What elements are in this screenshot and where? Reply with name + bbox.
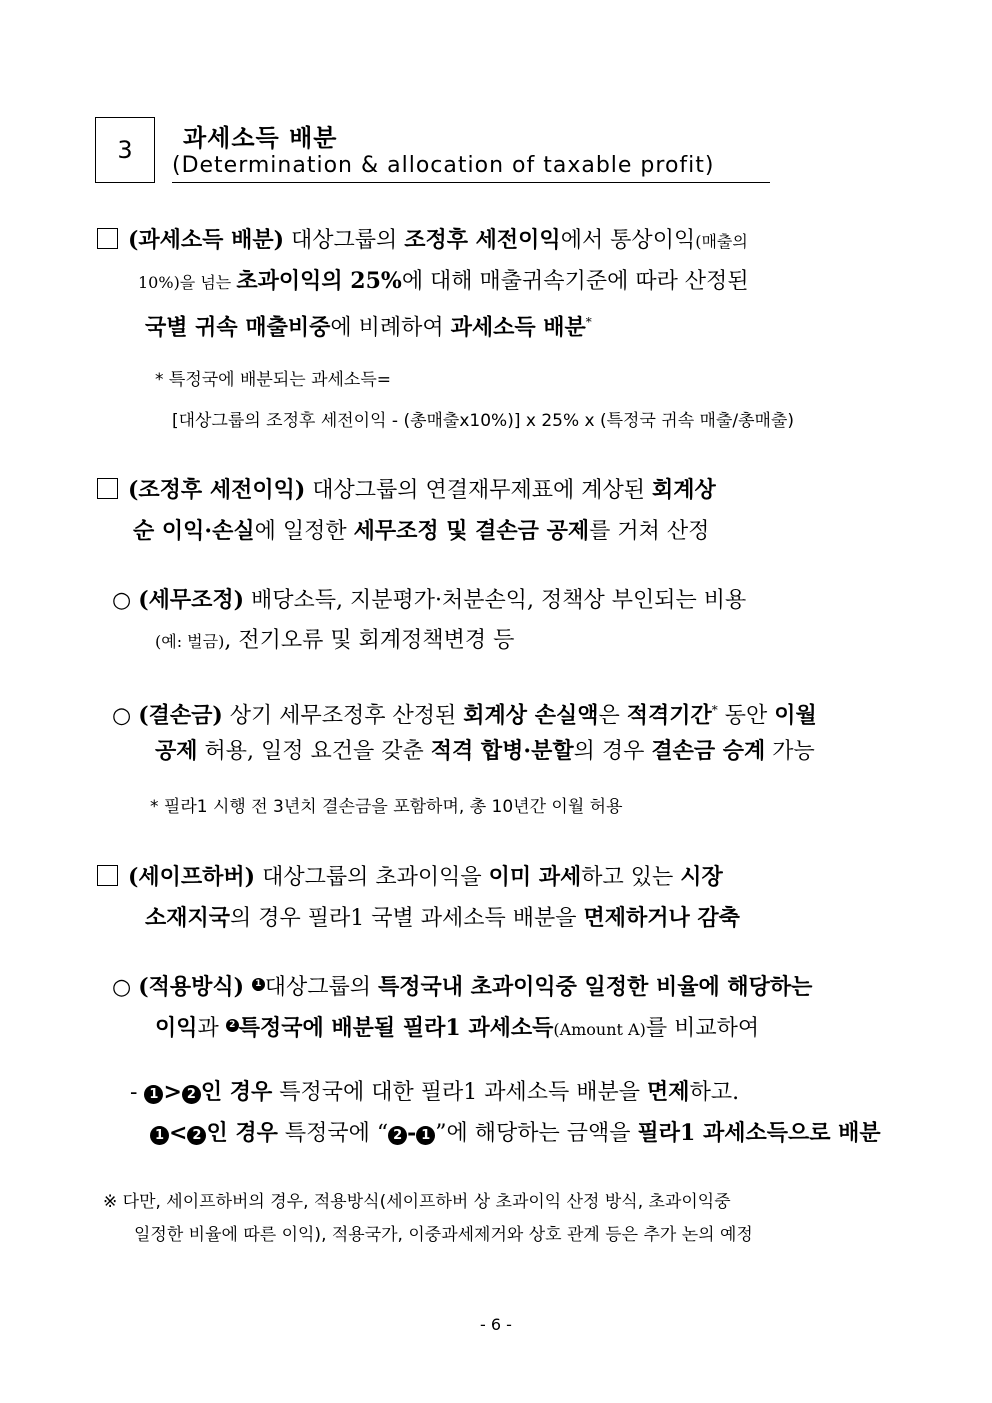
checkbox-square-icon <box>97 865 118 886</box>
p7-line2: 1 < 2 인 경우 특정국에 “ 2 - 1 ”에 해당하는 금액을 필라1 과세소득으로 배분 <box>150 1118 881 1149</box>
circled-number-2-icon: 2 <box>182 1085 201 1104</box>
p7-line1: - 1 > 2 인 경우 특정국에 대한 필라1 과세소득 배분을 면제하고. <box>130 1079 740 1105</box>
p4-line2: 공제 허용, 일정 요건을 갖춘 적격 합병·분할의 경우 결손금 승계 가능 <box>155 738 815 764</box>
circled-number-1-icon: 1 <box>144 1085 163 1104</box>
circled-number-1-icon: 1 <box>416 1126 435 1145</box>
circled-number-2-icon: 2 <box>226 1019 239 1032</box>
section-title: 과세소득 배분 <box>183 124 338 152</box>
section-number: 3 <box>117 136 133 164</box>
p1-line1: (과세소득 배분) 대상그룹의 조정후 세전이익에서 통상이익(매출의 <box>97 225 748 257</box>
p4-line1: ○ (결손금) 상기 세무조정후 산정된 회계상 손실액은 적격기간* 동안 이월 <box>112 702 817 729</box>
p3-line2: (예: 벌금), 전기오류 및 회계정책변경 등 <box>155 628 515 653</box>
checkbox-square-icon <box>97 228 118 249</box>
p5-line2: 소재지국의 경우 필라1 국별 과세소득 배분을 면제하거나 감축 <box>145 905 740 931</box>
circled-number-1-icon: 1 <box>252 978 265 991</box>
circled-number-2-icon: 2 <box>187 1126 206 1145</box>
p4-note1: * 필라1 시행 전 3년치 결손금을 포함하며, 총 10년간 이월 허용 <box>150 797 623 817</box>
p1-note2: [대상그룹의 조정후 세전이익 - (총매출x10%)] x 25% x (특정국 귀속 매출/총매출) <box>172 411 794 431</box>
p2-line1: (조정후 세전이익) 대상그룹의 연결재무제표에 계상된 회계상 <box>97 475 716 506</box>
p6-line1: ○ (적용방식) 1 대상그룹의 특정국내 초과이익중 일정한 비율에 해당하는 <box>112 974 813 1000</box>
p1-line3: 국별 귀속 매출비중에 비례하여 과세소득 배분* <box>145 314 592 341</box>
p6-line2: 이익과 2 특정국에 배분될 필라1 과세소득(Amount A)를 비교하여 <box>155 1015 760 1041</box>
p1-note1: * 특정국에 배분되는 과세소득= <box>155 370 392 390</box>
p2-line2: 순 이익·손실에 일정한 세무조정 및 결손금 공제를 거쳐 산정 <box>133 518 710 544</box>
section-number-box <box>95 117 155 183</box>
section-underline <box>172 182 770 183</box>
circled-number-1-icon: 1 <box>150 1126 169 1145</box>
remark-line1: ※ 다만, 세이프하버의 경우, 적용방식(세이프하버 상 초과이익 산정 방식, 초과이익중 <box>103 1192 731 1212</box>
p1-line2: 10%)을 넘는 초과이익의 25%에 대해 매출귀속기준에 따라 산정된 <box>138 268 749 294</box>
section-subtitle: (Determination & allocation of taxable profit) <box>172 153 715 178</box>
page-number: - 6 - <box>480 1315 512 1334</box>
remark-line2: 일정한 비율에 따른 이익), 적용국가, 이중과세제거와 상호 관계 등은 추가 논의 예정 <box>134 1225 753 1245</box>
p5-line1: (세이프하버) 대상그룹의 초과이익을 이미 과세하고 있는 시장 <box>97 862 723 893</box>
checkbox-square-icon <box>97 478 118 499</box>
circled-number-2-icon: 2 <box>388 1126 407 1145</box>
p3-line1: ○ (세무조정) 배당소득, 지분평가·처분손익, 정책상 부인되는 비용 <box>112 587 747 613</box>
